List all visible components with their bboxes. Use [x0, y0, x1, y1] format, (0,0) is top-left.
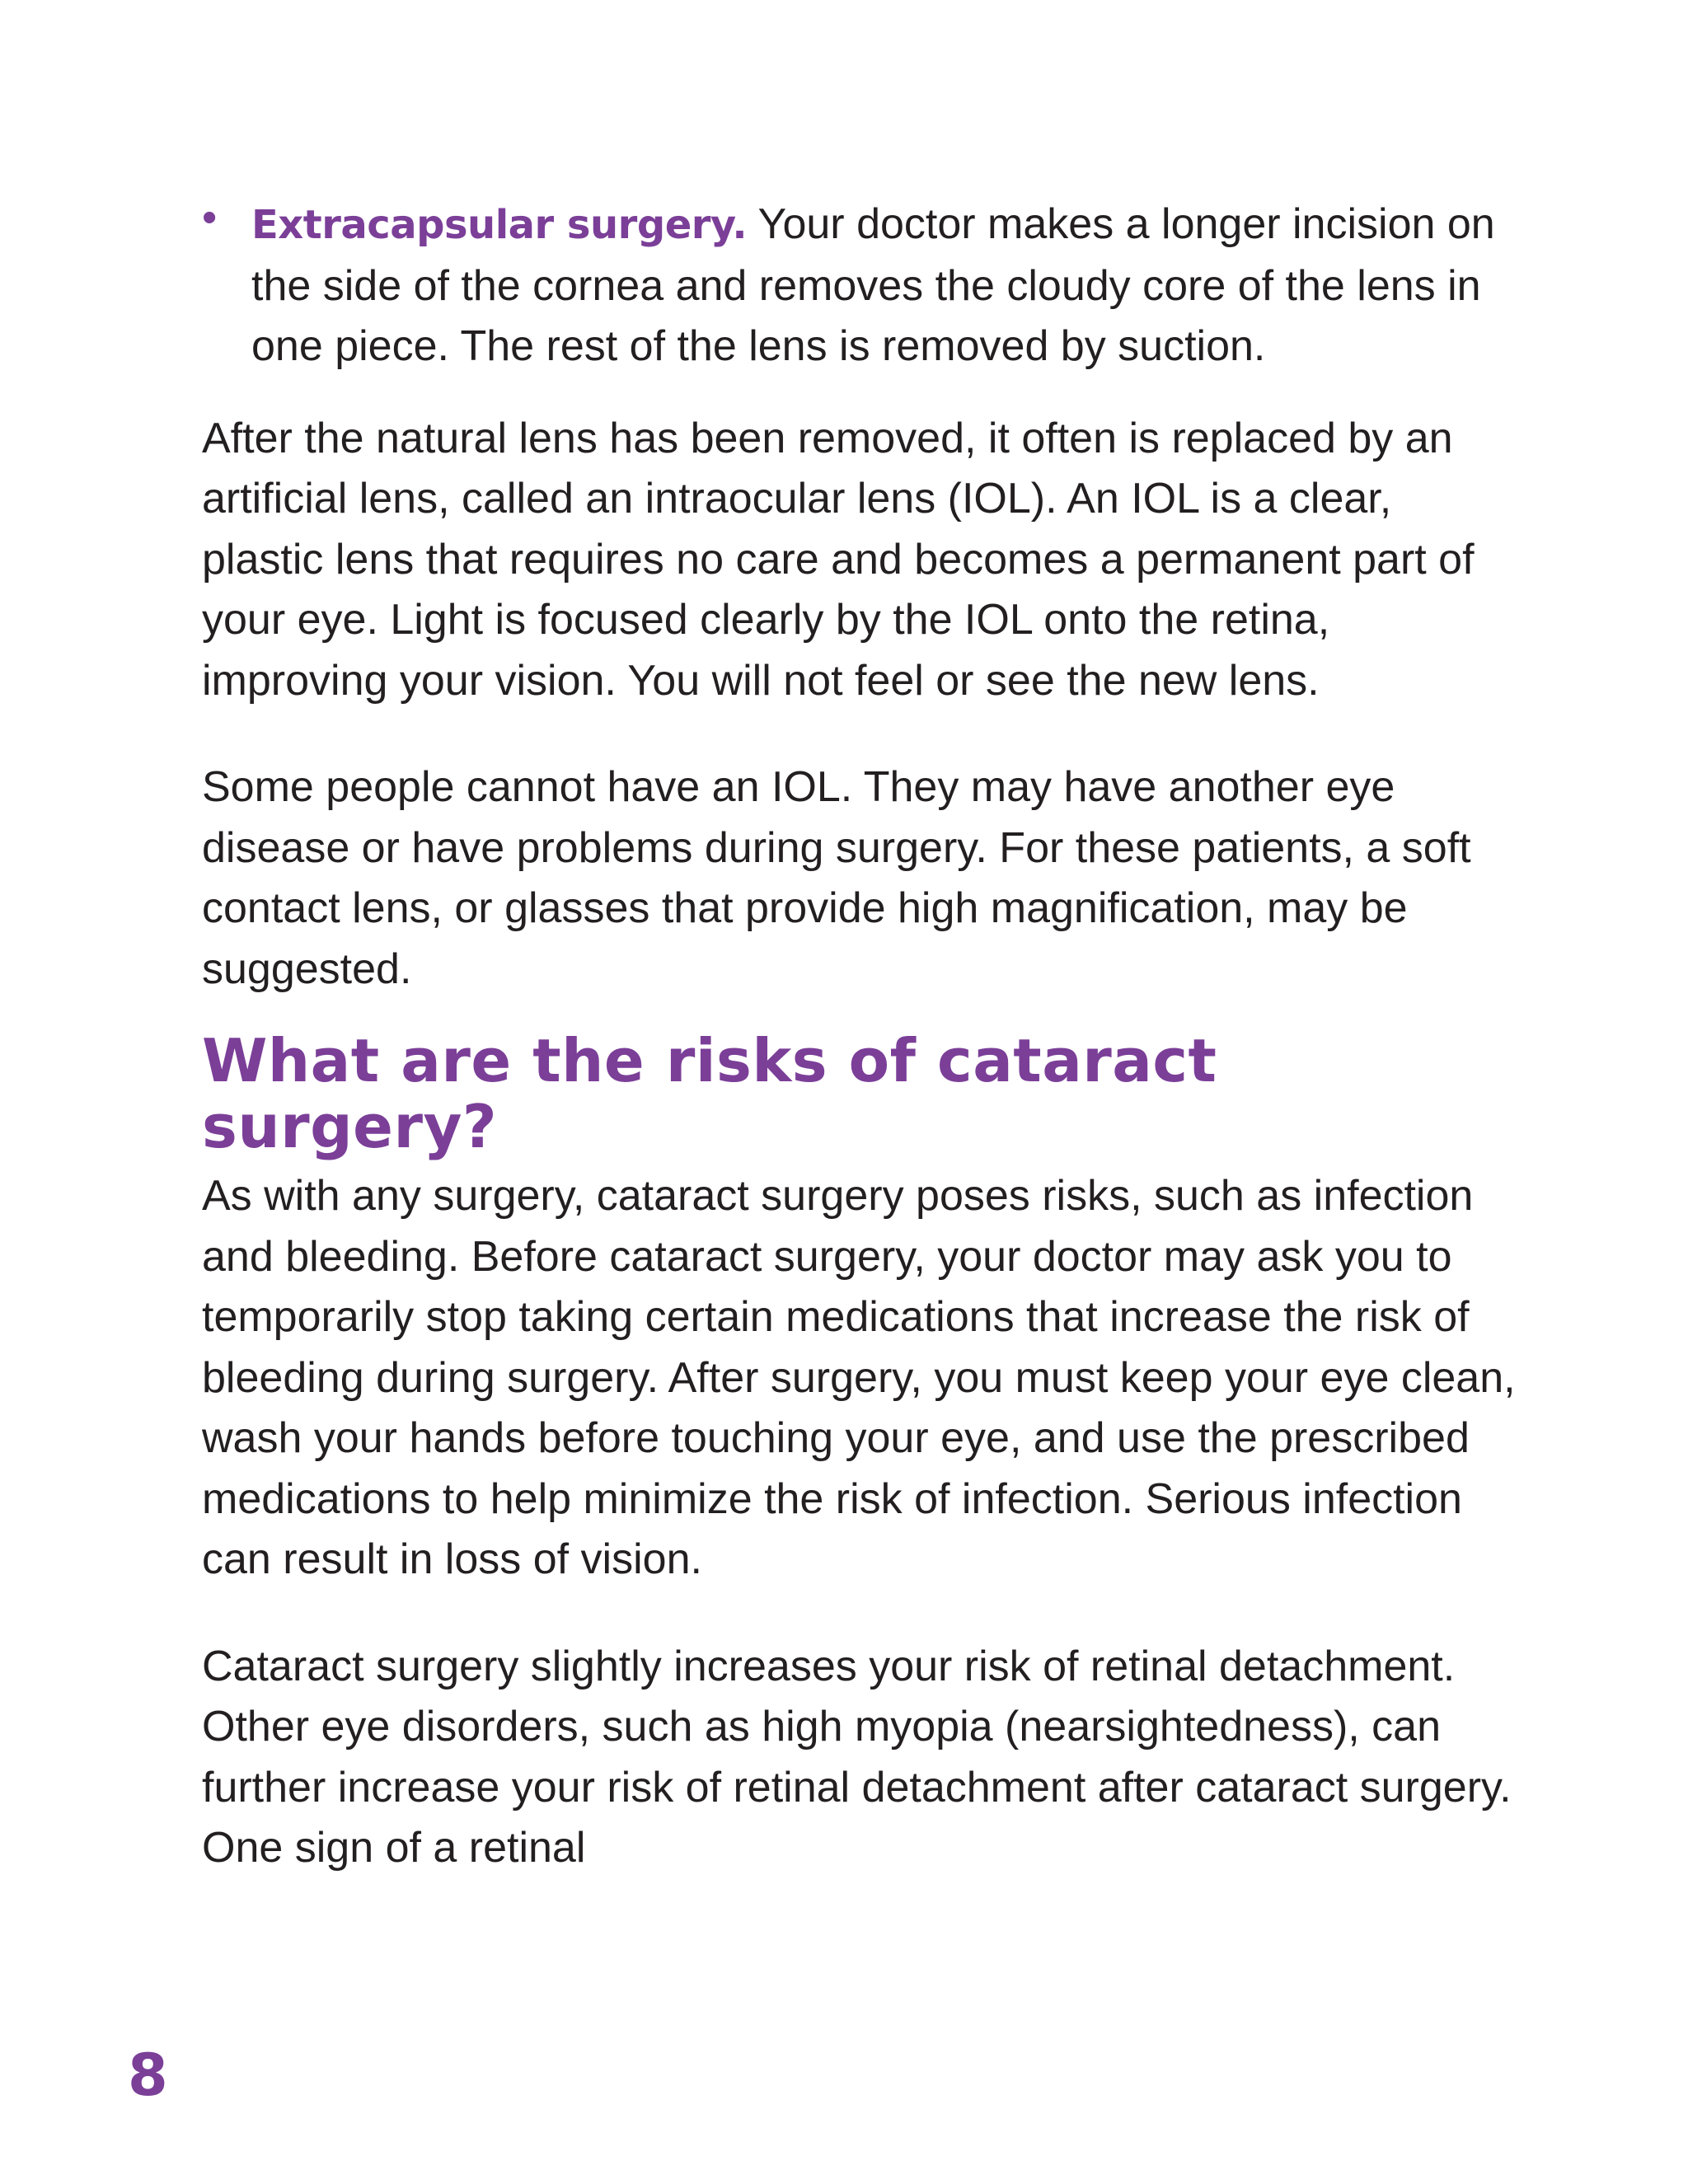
paragraph-risks: As with any surgery, cataract surgery poses risks, such as infection and bleeding. Before cataract surgery, your doctor may ask you to temporarily stop taking certain medications that increase the risk of bleeding during surgery. After surgery, you must keep your eye clean, wash your hands before touching your eye, and use the prescribed medications to help minimize the risk of infection. Serious infection can result in loss of vision.	[202, 1172, 1516, 1583]
bullet-dot: •	[202, 194, 218, 241]
page-number: 8	[128, 2041, 168, 2109]
page-content	[202, 194, 1521, 1879]
paragraph-no-iol: Some people cannot have an IOL. They may have another eye disease or have problems during surgery. For these patients, a soft contact lens, or glasses that provide high magnification, may be suggested.	[202, 763, 1471, 993]
paragraph-retinal-detachment: Cataract surgery slightly increases your risk of retinal detachment. Other eye disorders, such as high myopia (nearsightedness), can further increase your risk of retinal detachment after cataract surgery. One sign of a retinal	[202, 1642, 1512, 1872]
bullet-term: Extracapsular surgery.	[251, 202, 748, 248]
bullet-extracapsular	[202, 194, 1521, 377]
bullet-text: Your doctor makes a longer incision on the side of the cornea and removes the cloudy core of the lens in one piece. The rest of the lens is removed by suction.	[251, 200, 1495, 370]
paragraph-iol: After the natural lens has been removed, it often is replaced by an artificial lens, called an intraocular lens (IOL). An IOL is a clear, plastic lens that requires no care and becomes a permanent part of your eye. Light is focused clearly by the IOL onto the retina, improving your vision. You will not feel or see the new lens.	[202, 414, 1475, 705]
section-heading: What are the risks of cataract surgery?	[202, 1026, 1217, 1161]
